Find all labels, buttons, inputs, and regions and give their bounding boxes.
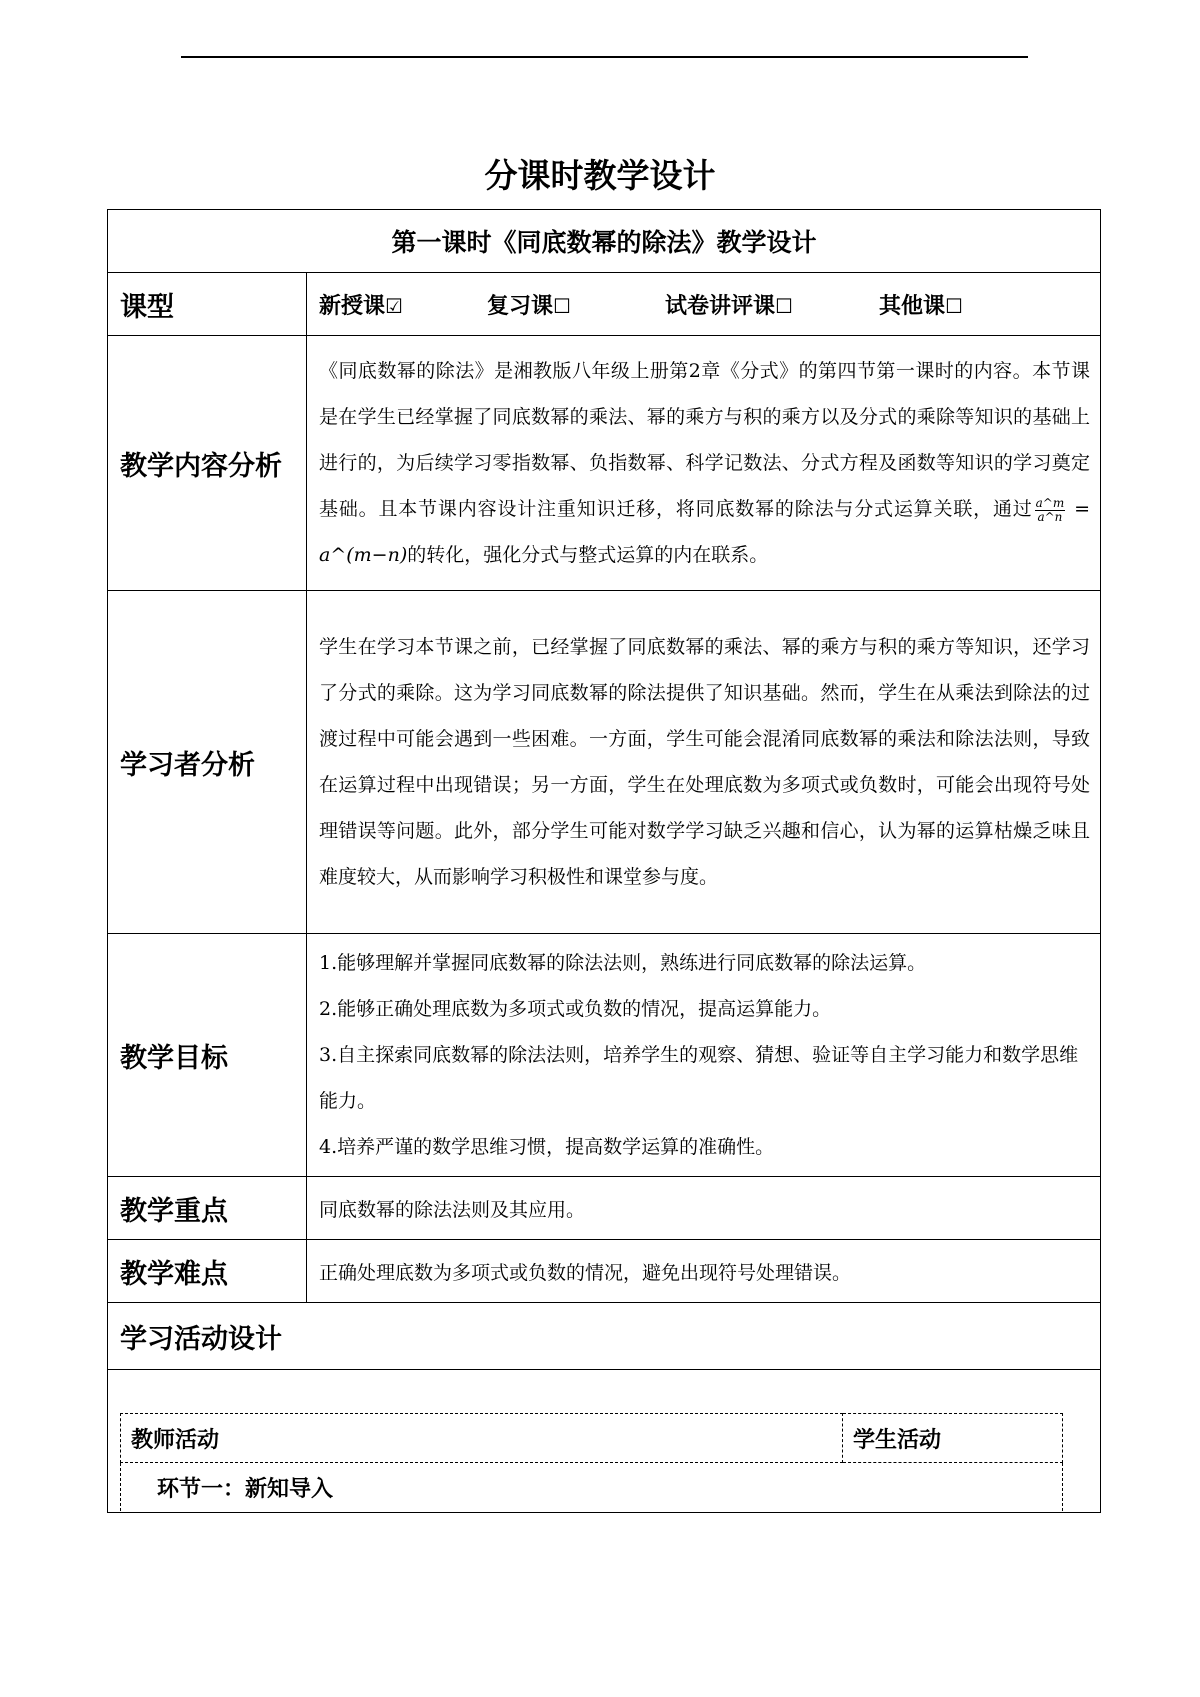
checkbox-empty-icon: ☐ <box>945 293 963 318</box>
objectives-label: 教学目标 <box>108 934 307 1177</box>
page-title: 分课时教学设计 <box>484 156 716 195</box>
activity-design-label: 学习活动设计 <box>108 1303 1101 1370</box>
lesson-type-option-other[interactable]: 其他课☐ <box>879 293 963 319</box>
objective-item: 2.能够正确处理底数为多项式或负数的情况，提高运算能力。 <box>319 998 832 1020</box>
activity-design-row <box>108 1303 1101 1370</box>
objective-item: 4.培养严谨的数学思维习惯，提高数学运算的准确性。 <box>319 1136 775 1158</box>
lesson-type-options <box>307 273 1101 336</box>
content-analysis-row <box>108 336 1101 591</box>
checkbox-empty-icon: ☐ <box>775 293 793 318</box>
checkbox-checked-icon: ☑ <box>385 293 403 318</box>
content-analysis-label: 教学内容分析 <box>108 336 307 591</box>
lesson-type-option-exam-review[interactable]: 试卷讲评课☐ <box>665 293 793 319</box>
header-rule <box>181 56 1028 58</box>
learner-analysis-text: 学生在学习本节课之前，已经掌握了同底数幂的乘法、幂的乘方与积的乘方等知识，还学习了分式的乘除。这为学习同底数幂的除法提供了知识基础。然而，学生在从乘法到除法的过渡过程中可能会遇到一些困难。一方面，学生可能会混淆同底数幂的乘法和除法法则，导致在运算过程中出现错误；另一方面，学生在处理底数为多项式或负数时，可能会出现符号处理错误等问题。此外，部分学生可能对数学学习缺乏兴趣和信心，认为幂的运算枯燥乏味且难度较大，从而影响学习积极性和课堂参与度。 <box>307 591 1101 934</box>
activity-stage-row <box>121 1463 1063 1512</box>
lesson-type-option-review[interactable]: 复习课☐ <box>487 293 571 319</box>
stage-title: 环节一：新知导入 <box>121 1463 1063 1512</box>
content-analysis-text: 《同底数幂的除法》是湘教版八年级上册第2章《分式》的第四节第一课时的内容。本节课是在学生已经掌握了同底数幂的乘法、幂的乘方与积的乘方以及分式的乘除等知识的基础上进行的，为后续学习零指数幂、负指数幂、科学记数法、分式方程及函数等知识的学习奠定基础。且本节课内容设计注重知识迁移，将同底数幂的除法与分式运算关联，通过 $\frac{a\^{}m}{a\^{}n}$ = a^(m−n)的转化，强化分式与整式运算的内在联系。 <box>307 336 1101 591</box>
lesson-type-row <box>108 273 1101 336</box>
learner-analysis-row <box>108 591 1101 934</box>
checkbox-empty-icon: ☐ <box>553 293 571 318</box>
lesson-title-row <box>108 210 1101 273</box>
learner-analysis-label: 学习者分析 <box>108 591 307 934</box>
difficulty-label: 教学难点 <box>108 1240 307 1303</box>
fraction-formula: $\frac{a\^{}m}{a\^{}n}$ <box>1035 495 1065 524</box>
lesson-type-label: 课型 <box>108 273 307 336</box>
key-point-label: 教学重点 <box>108 1177 307 1240</box>
lesson-type-option-new[interactable]: 新授课☑ <box>319 293 403 319</box>
objective-item: 1.能够理解并掌握同底数幂的除法法则，熟练进行同底数幂的除法运算。 <box>319 952 927 974</box>
student-activity-header: 学生活动 <box>843 1414 1063 1463</box>
difficulty-text: 正确处理底数为多项式或负数的情况，避免出现符号处理错误。 <box>307 1240 1101 1303</box>
teacher-activity-header: 教师活动 <box>121 1414 843 1463</box>
difficulty-row <box>108 1240 1101 1303</box>
lesson-title: 第一课时《同底数幂的除法》教学设计 <box>108 210 1101 273</box>
lesson-plan-table <box>107 209 1101 1513</box>
activity-header-row <box>121 1414 1063 1463</box>
key-point-row <box>108 1177 1101 1240</box>
objectives-list <box>307 934 1101 1177</box>
objectives-row <box>108 934 1101 1177</box>
key-point-text: 同底数幂的除法法则及其应用。 <box>307 1177 1101 1240</box>
activity-table <box>120 1413 1063 1511</box>
objective-item: 3.自主探索同底数幂的除法法则，培养学生的观察、猜想、验证等自主学习能力和数学思维能力。 <box>319 1044 1079 1112</box>
